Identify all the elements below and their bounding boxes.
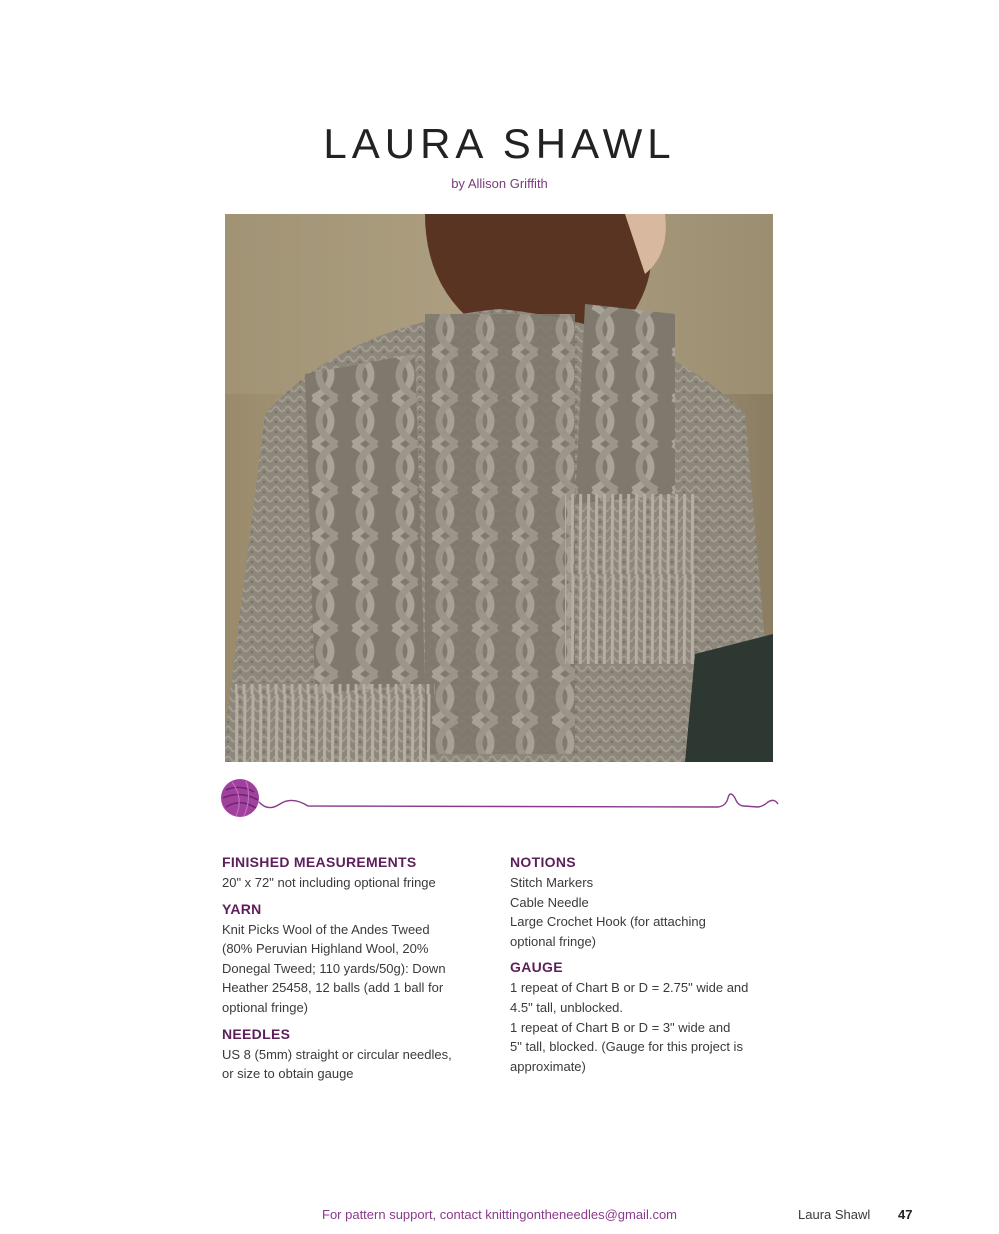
needles-line: US 8 (5mm) straight or circular needles,: [222, 1046, 452, 1062]
pattern-support-note: For pattern support, contact knittingontheneedles@gmail.com: [322, 1207, 677, 1222]
yarn-heading: YARN: [222, 900, 262, 917]
gauge-line: approximate): [510, 1058, 586, 1074]
yarn-ball-icon: [221, 779, 259, 817]
gauge-line: 1 repeat of Chart B or D = 2.75" wide and: [510, 980, 749, 996]
finished-measurements-heading: FINISHED MEASUREMENTS: [222, 854, 417, 870]
gauge-heading: GAUGE: [510, 959, 563, 976]
shawl-photo-illustration: [225, 214, 773, 762]
notions-heading: NOTIONS: [510, 854, 576, 870]
page-number: 47: [898, 1207, 913, 1222]
finished-measurements-section: [222, 852, 484, 893]
footer-pattern-title: Laura Shawl: [798, 1207, 871, 1222]
needles-line: or size to obtain gauge: [222, 1066, 354, 1082]
finished-measurements-line: 20" x 72" not including optional fringe: [222, 875, 436, 890]
yarn-line: Heather 25458, 12 balls (add 1 ball for: [222, 980, 444, 996]
gauge-line: 1 repeat of Chart B or D = 3" wide and: [510, 1019, 731, 1035]
shawl-photo: [225, 214, 773, 762]
notions-line: Stitch Markers: [510, 875, 594, 890]
yarn-line: optional fringe): [222, 999, 308, 1015]
gauge-line: 5" tall, blocked. (Gauge for this project is: [510, 1039, 743, 1055]
yarn-line: (80% Peruvian Highland Wool, 20%: [222, 941, 429, 957]
specs-right-column: [510, 852, 780, 1082]
notions-line: Large Crochet Hook (for attaching: [510, 914, 706, 930]
gauge-line: 4.5" tall, unblocked.: [510, 999, 624, 1015]
yarn-line: Knit Picks Wool of the Andes Tweed: [222, 921, 430, 937]
needles-heading: NEEDLES: [222, 1025, 291, 1042]
notions-line: optional fringe): [510, 933, 596, 949]
section-divider: [218, 776, 784, 822]
yarn-line: Donegal Tweed; 110 yards/50g): Down: [222, 960, 446, 976]
yarn-section: [222, 899, 484, 1018]
gauge-section: [510, 957, 780, 1076]
needles-section: [222, 1024, 484, 1084]
notions-line: Cable Needle: [510, 894, 589, 910]
page-title: LAURA SHAWL: [323, 120, 676, 167]
specs-left-column: [222, 852, 484, 1090]
byline: by Allison Griffith: [451, 176, 548, 191]
notions-section: [510, 852, 780, 951]
